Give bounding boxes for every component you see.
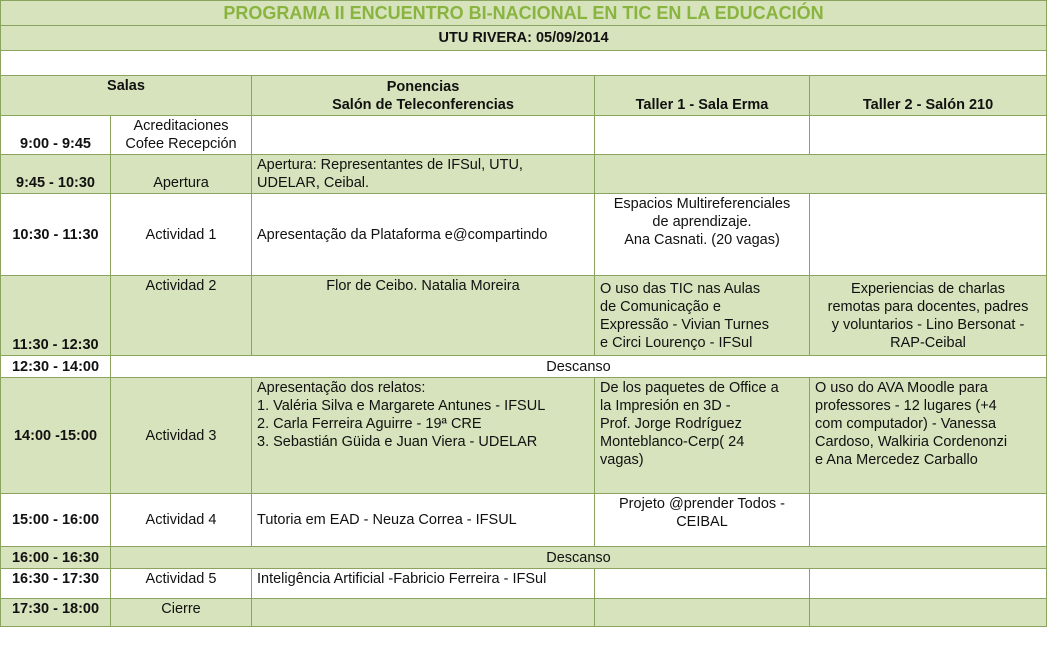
ponencias-cell: Apresentação dos relatos: 1. Valéria Silva e Margarete Antunes - IFSUL 2. Carla Ferreira Aguirre - 19ª CRE 3. Sebastián Güida e Juan Viera - UDELAR [252, 378, 595, 494]
ponencias-cell: Inteligência Artificial -Fabricio Ferreira - IFSul [252, 569, 595, 599]
time-cell: 11:30 - 12:30 [1, 276, 111, 356]
ponencias-cell: Flor de Ceibo. Natalia Moreira [252, 276, 595, 356]
time-cell: 16:30 - 17:30 [1, 569, 111, 599]
activity-cell: Apertura [111, 155, 252, 194]
ponencias-cell: Apresentação da Plataforma e@compartindo [252, 194, 595, 276]
header-salas: Salas [1, 76, 252, 116]
ponencias-cell [252, 599, 595, 627]
taller1-cell [595, 599, 810, 627]
ponencias-cell: Apertura: Representantes de IFSul, UTU, UDELAR, Ceibal. [252, 155, 595, 194]
header-taller2: Taller 2 - Salón 210 [810, 76, 1047, 116]
taller1-cell: De los paquetes de Office a la Impresión en 3D - Prof. Jorge Rodríguez Monteblanco-Cerp( 24 vagas) [595, 378, 810, 494]
activity-cell: Actividad 2 [111, 276, 252, 356]
talleres-empty-cell [595, 155, 1047, 194]
time-cell: 10:30 - 11:30 [1, 194, 111, 276]
activity-cell: Actividad 3 [111, 378, 252, 494]
taller1-cell: Espacios Multireferenciales de aprendizaje. Ana Casnati. (20 vagas) [595, 194, 810, 276]
time-cell: 16:00 - 16:30 [1, 547, 111, 569]
time-cell: 15:00 - 16:00 [1, 494, 111, 547]
time-cell: 17:30 - 18:00 [1, 599, 111, 627]
time-cell: 9:45 - 10:30 [1, 155, 111, 194]
header-taller1: Taller 1 - Sala Erma [595, 76, 810, 116]
time-cell: 12:30 - 14:00 [1, 356, 111, 378]
taller2-cell: O uso do AVA Moodle para professores - 12 lugares (+4 com computador) - Vanessa Cardoso, Walkiria Cordenonzi e Ana Mercedez Carballo [810, 378, 1047, 494]
taller2-cell [810, 494, 1047, 547]
taller2-cell [810, 116, 1047, 155]
activity-cell: Acreditaciones Cofee Recepción [111, 116, 252, 155]
taller1-cell: Projeto @prender Todos - CEIBAL [595, 494, 810, 547]
taller1-cell: O uso das TIC nas Aulas de Comunicação e Expressão - Vivian Turnes e Circi Lourenço - IFSul [595, 276, 810, 356]
activity-cell: Cierre [111, 599, 252, 627]
taller1-cell [595, 569, 810, 599]
activity-cell: Actividad 5 [111, 569, 252, 599]
taller2-cell [810, 569, 1047, 599]
break-cell: Descanso [111, 547, 1047, 569]
ponencias-cell: Tutoria em EAD - Neuza Correa - IFSUL [252, 494, 595, 547]
spacer-row [1, 51, 1047, 76]
program-title: PROGRAMA II ENCUENTRO BI-NACIONAL EN TIC EN LA EDUCACIÓN [1, 1, 1047, 26]
header-ponencias: Ponencias Salón de Teleconferencias [252, 76, 595, 116]
taller2-cell [810, 194, 1047, 276]
break-cell: Descanso [111, 356, 1047, 378]
ponencias-cell [252, 116, 595, 155]
activity-cell: Actividad 1 [111, 194, 252, 276]
taller1-cell [595, 116, 810, 155]
time-cell: 14:00 -15:00 [1, 378, 111, 494]
activity-cell: Actividad 4 [111, 494, 252, 547]
taller2-cell [810, 599, 1047, 627]
event-location-date: UTU RIVERA: 05/09/2014 [1, 26, 1047, 51]
time-cell: 9:00 - 9:45 [1, 116, 111, 155]
taller2-cell: Experiencias de charlas remotas para docentes, padres y voluntarios - Lino Bersonat - RAP-Ceibal [810, 276, 1047, 356]
